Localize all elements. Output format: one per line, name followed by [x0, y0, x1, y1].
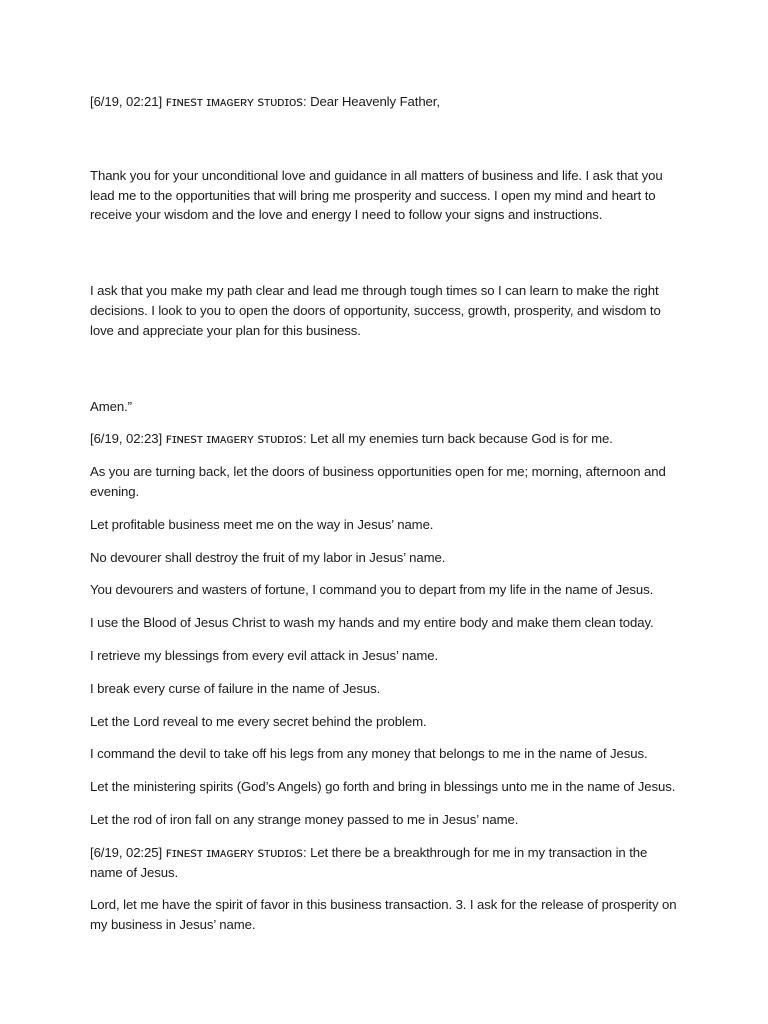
prayer-line: As you are turning back, let the doors of business opportunities open for me; morning, afternoon and evening.: [90, 464, 666, 499]
message-header-2: [6/19, 02:23] ꜰɪɴᴇꜱᴛ ɪᴍᴀɢᴇʀʏ ꜱᴛᴜᴅɪᴏꜱ: Let all my enemies turn back because God is for me.: [90, 431, 613, 447]
prayer-paragraph: Thank you for your unconditional love and guidance in all matters of business and life. I ask that you lead me to the opportunities that will bring me prosperity and success. I open my mind and heart to receive your wisdom and the love and energy I need to follow your signs and instructions.: [90, 167, 663, 223]
prayer-line: No devourer shall destroy the fruit of my labor in Jesus’ name.: [90, 549, 446, 565]
prayer-line: Let profitable business meet me on the way in Jesus’ name.: [90, 516, 434, 532]
message-header-3: [6/19, 02:25] ꜰɪɴᴇꜱᴛ ɪᴍᴀɢᴇʀʏ ꜱᴛᴜᴅɪᴏꜱ: Let there be a breakthrough for me in my transaction in the name of Jesus.: [90, 844, 648, 880]
prayer-line: I break every curse of failure in the name of Jesus.: [90, 680, 381, 696]
prayer-line: Let the rod of iron fall on any strange money passed to me in Jesus’ name.: [90, 811, 519, 827]
prayer-line: Let the ministering spirits (God’s Angels) go forth and bring in blessings unto me in the name of Jesus.: [90, 779, 676, 795]
prayer-line: Lord, let me have the spirit of favor in this business transaction. 3. I ask for the release of prosperity on my business in Jesus’ name.: [90, 897, 677, 933]
prayer-line: You devourers and wasters of fortune, I command you to depart from my life in the name of Jesus.: [90, 582, 654, 598]
prayer-line: I retrieve my blessings from every evil attack in Jesus’ name.: [90, 647, 439, 663]
document-body: [90, 92, 680, 935]
prayer-closing: Amen.”: [90, 398, 132, 414]
prayer-line: Let the Lord reveal to me every secret behind the problem.: [90, 713, 427, 729]
prayer-paragraph: I ask that you make my path clear and lead me through tough times so I can learn to make the right decisions. I look to you to open the doors of opportunity, success, growth, prosperity, and wisdom to love and appreciate your plan for this business.: [90, 283, 661, 338]
prayer-line: I command the devil to take off his legs from any money that belongs to me in the name of Jesus.: [90, 746, 648, 762]
prayer-line: I use the Blood of Jesus Christ to wash my hands and my entire body and make them clean today.: [90, 615, 654, 631]
message-header-1: [6/19, 02:21] ꜰɪɴᴇꜱᴛ ɪᴍᴀɢᴇʀʏ ꜱᴛᴜᴅɪᴏꜱ: Dear Heavenly Father,: [90, 94, 440, 109]
